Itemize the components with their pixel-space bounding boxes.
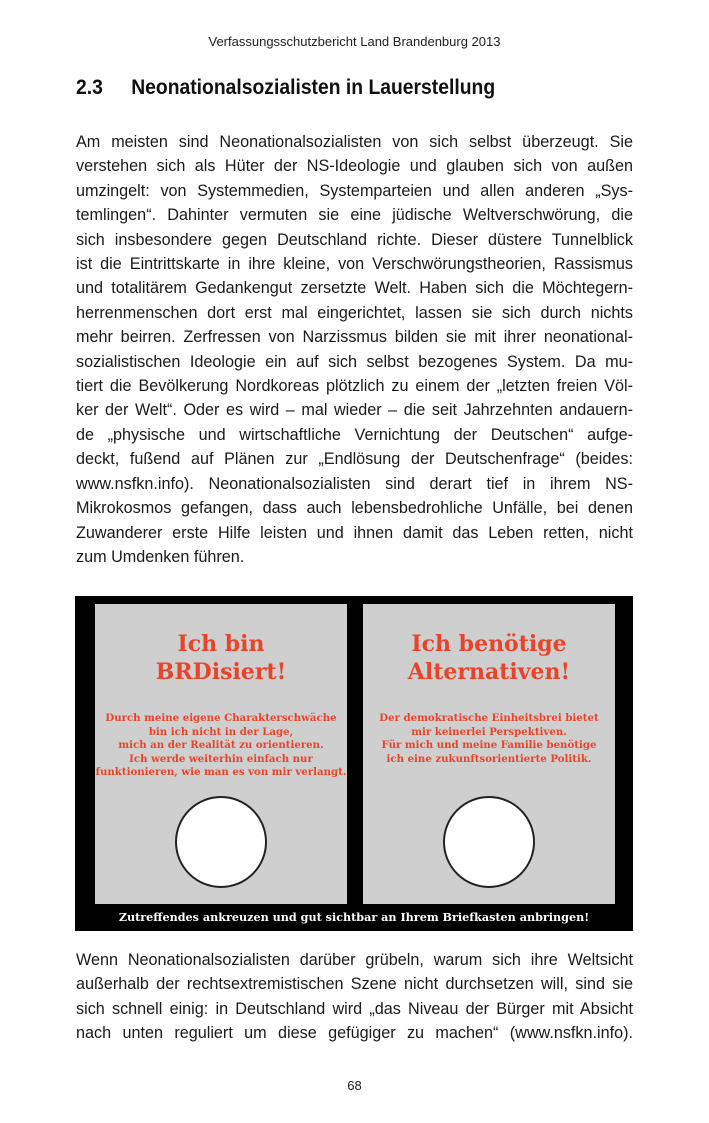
card-text-line: Durch meine eigene Charakterschwäche — [105, 712, 337, 724]
text-line: temlingen“. Dahinter vermuten sie eine jüdische Weltverschwörung, die — [76, 206, 633, 225]
card-title-line: Ich benötige — [411, 631, 567, 657]
body-paragraph-1 — [76, 130, 633, 569]
text-line: nach unten reguliert um diese gefügiger zu machen“ (www.nsfkn.info). — [76, 1024, 633, 1043]
text-line: sozialistischen Ideologie ein auf sich selbst bezogenes System. Da mu- — [76, 352, 633, 371]
text-line: mehr beirren. Zerfressen von Narzissmus bilden sie mit ihrer neonational- — [76, 328, 633, 347]
card-title — [363, 630, 615, 686]
page-number: 68 — [347, 1078, 362, 1093]
card-title-line: Alternativen! — [407, 659, 571, 685]
card-text-line: ich eine zukunftsorientierte Politik. — [386, 752, 592, 765]
card-text-line: Ich werde weiterhin einfach nur — [129, 752, 313, 765]
text-line: sich schnell einig: in Deutschland wird „das Niveau der Bürger mit Absicht — [76, 999, 633, 1018]
text-line: Zuwanderer erste Hilfe leisten und ihnen damit das Leben retten, nicht — [76, 523, 633, 542]
card-text — [95, 712, 347, 780]
text-line: Am meisten sind Neonationalsozialisten von sich selbst überzeugt. Sie — [76, 133, 633, 151]
section-title: Neonationalsozialisten in Lauerstellung — [131, 76, 496, 99]
card-text-line: mir keinerlei Perspektiven. — [411, 725, 567, 738]
text-line: tiert die Bevölkerung Nordkoreas plötzlich zu einem der „letzten freien Völ- — [76, 377, 633, 396]
text-line: zum Umdenken führen. — [76, 547, 245, 566]
card-text-line: bin ich nicht in der Lage, — [148, 725, 294, 738]
section-heading — [76, 76, 495, 100]
flyer-card-right — [363, 604, 615, 904]
card-text-line: funktionieren, wie man es von mir verlangt. — [95, 766, 347, 778]
body-paragraph-2 — [76, 948, 633, 1046]
checkbox-circle — [443, 796, 535, 888]
text-line: sich insbesondere gegen Deutschland richte. Dieser düstere Tunnelblick — [76, 230, 633, 249]
text-line: außerhalb der rechtsextremistischen Szene nicht durchsetzen will, sind sie — [76, 975, 633, 994]
card-title-line: Ich bin — [177, 631, 265, 657]
text-line: umzingelt: von Systemmedien, Systemparteien und allen anderen „Sys- — [76, 181, 633, 200]
text-line: herrenmenschen dort erst mal eingerichtet, lassen sie sich durch nichts — [76, 303, 633, 322]
text-line: deckt, fußend auf Plänen zur „Endlösung der Deutschenfrage“ (beides: — [76, 450, 633, 469]
section-number: 2.3 — [76, 76, 103, 99]
text-line: ist die Eintrittskarte in ihre kleine, von Verschwörungstheorien, Rassismus — [76, 255, 633, 274]
text-line: verstehen sich als Hüter der NS-Ideologie und glauben sich von außen — [76, 157, 633, 176]
figure-caption: Zutreffendes ankreuzen und gut sichtbar an Ihrem Briefkasten anbringen! — [118, 910, 590, 924]
text-line: ker der Welt“. Oder es wird – mal wieder – die seit Jahrzehnten andauern- — [76, 401, 633, 420]
card-text-line: mich an der Realität zu orientieren. — [118, 739, 324, 751]
text-line: und totalitärem Gedankengut zersetzte Welt. Haben sich die Möchtegern- — [76, 279, 633, 298]
text-line: www.nsfkn.info). Neonationalsozialisten sind derart tief in ihrem NS- — [76, 474, 633, 493]
flyer-card-left — [95, 604, 347, 904]
card-text — [363, 712, 615, 766]
text-line: Mikrokosmos gefangen, dass auch lebensbedrohliche Unfälle, bei denen — [76, 499, 633, 518]
text-line: de „physische und wirtschaftliche Vernichtung der Deutschen“ aufge- — [76, 425, 633, 444]
card-title-line: BRDisiert! — [155, 659, 287, 685]
checkbox-circle — [175, 796, 267, 888]
card-text-line: Für mich und meine Familie benötige — [381, 739, 597, 751]
card-title — [95, 630, 347, 686]
running-header: Verfassungsschutzbericht Land Brandenburg 2013 — [208, 34, 501, 49]
text-line: Wenn Neonationalsozialisten darüber grübeln, warum sich ihre Weltsicht — [76, 951, 633, 969]
flyer-figure — [75, 596, 633, 931]
card-text-line: Der demokratische Einheitsbrei bietet — [379, 712, 599, 724]
